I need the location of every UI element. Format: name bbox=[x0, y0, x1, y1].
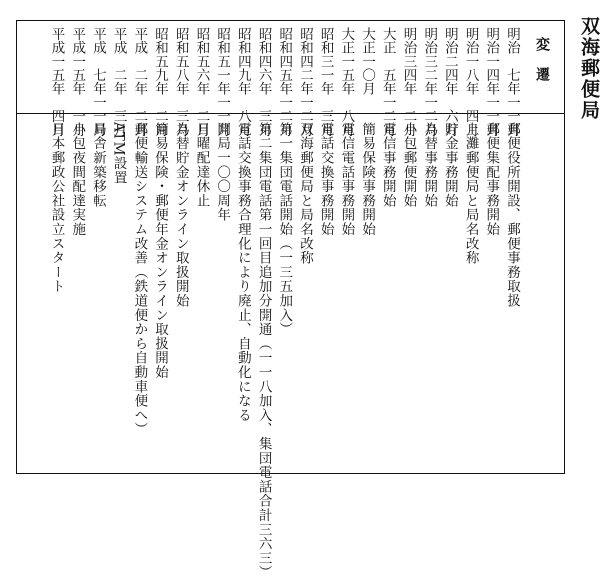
row-event: 上灘郵便局と局名改称 bbox=[462, 122, 479, 265]
event-column bbox=[22, 122, 522, 580]
row-event: 第一集団電話開始（一三五加入） bbox=[276, 122, 293, 337]
row-date: 平成一五年 一月 bbox=[69, 27, 86, 137]
row-date: 昭和五九年 二月 bbox=[152, 27, 169, 137]
row-date: 平成一五年 四月 bbox=[48, 27, 65, 137]
row-event: 貯金事務開始 bbox=[441, 122, 458, 208]
row-date: 昭和四六年 三月 bbox=[255, 27, 272, 137]
row-date: 明治 七年一一月 bbox=[504, 27, 520, 137]
row-event: 電信電話事務開始 bbox=[338, 122, 355, 237]
row-event: 電信事務開始 bbox=[379, 122, 396, 208]
row-event: 小包夜間配達実施 bbox=[69, 122, 86, 237]
row-date: 平成 二年 三月 bbox=[110, 27, 127, 137]
row-event: 為替事務開始 bbox=[421, 122, 438, 208]
row-event: 開局一〇〇周年 bbox=[214, 122, 231, 223]
row-event: 郵便役所開設、郵便事務取扱 bbox=[504, 122, 520, 308]
row-event: 電話交換事務合理化により廃止、自動化になる bbox=[234, 122, 251, 423]
column-header-changes: 変遷 bbox=[534, 37, 550, 97]
row-event: 双海郵便局と局名改称 bbox=[296, 122, 313, 265]
row-event: 第二集団電話第一回目追加分開通（一一八加入、集団電話合計三六三） bbox=[255, 122, 272, 580]
row-date: 昭和三一年 三月 bbox=[317, 27, 334, 137]
row-event: ATM設置 bbox=[110, 122, 127, 185]
row-date: 昭和四九年 八月 bbox=[234, 27, 251, 137]
row-date: 明治二四年 六月 bbox=[441, 27, 458, 137]
row-event: 簡易保険・郵便年金オンライン取扱開始 bbox=[152, 122, 169, 380]
row-date: 明治一八年 四月 bbox=[462, 27, 479, 137]
row-date: 昭和四二年一二月 bbox=[296, 27, 313, 137]
row-event: 局舎新築移転 bbox=[89, 122, 106, 208]
row-event: 郵便集配事務開始 bbox=[483, 122, 500, 237]
row-date: 明治三四年 二月 bbox=[400, 27, 417, 137]
row-event: 簡易保険事務開始 bbox=[359, 122, 376, 237]
date-column bbox=[22, 27, 522, 137]
row-event: 小包郵便開始 bbox=[400, 122, 417, 208]
row-date: 大正一五年 八月 bbox=[338, 27, 355, 137]
page-title: 双海郵便局 bbox=[578, 16, 600, 121]
row-date: 明治三二年一二月 bbox=[421, 27, 438, 137]
row-event: 為替貯金オンライン取扱開始 bbox=[172, 122, 189, 308]
row-event: 日本郵政公社設立スタート bbox=[48, 122, 65, 294]
row-event: 日曜配達休止 bbox=[193, 122, 210, 208]
row-date: 平成 七年一一月 bbox=[89, 27, 106, 137]
row-date: 昭和五八年 三月 bbox=[172, 27, 189, 137]
row-date: 昭和五六年 二月 bbox=[193, 27, 210, 137]
row-event: 郵便輸送システム改善（鉄道便から自動車便へ） bbox=[131, 122, 148, 437]
row-date: 大正一〇月 bbox=[359, 27, 376, 137]
row-date: 大正 五年一二月 bbox=[379, 27, 396, 137]
row-date: 明治一四年一一月 bbox=[483, 27, 500, 137]
row-date: 平成 二年 二月 bbox=[131, 27, 148, 137]
row-event: 電話交換事務開始 bbox=[317, 122, 334, 237]
row-date: 昭和五一年一一月 bbox=[214, 27, 231, 137]
row-date: 昭和四五年一二月 bbox=[276, 27, 293, 137]
history-table bbox=[16, 20, 565, 580]
